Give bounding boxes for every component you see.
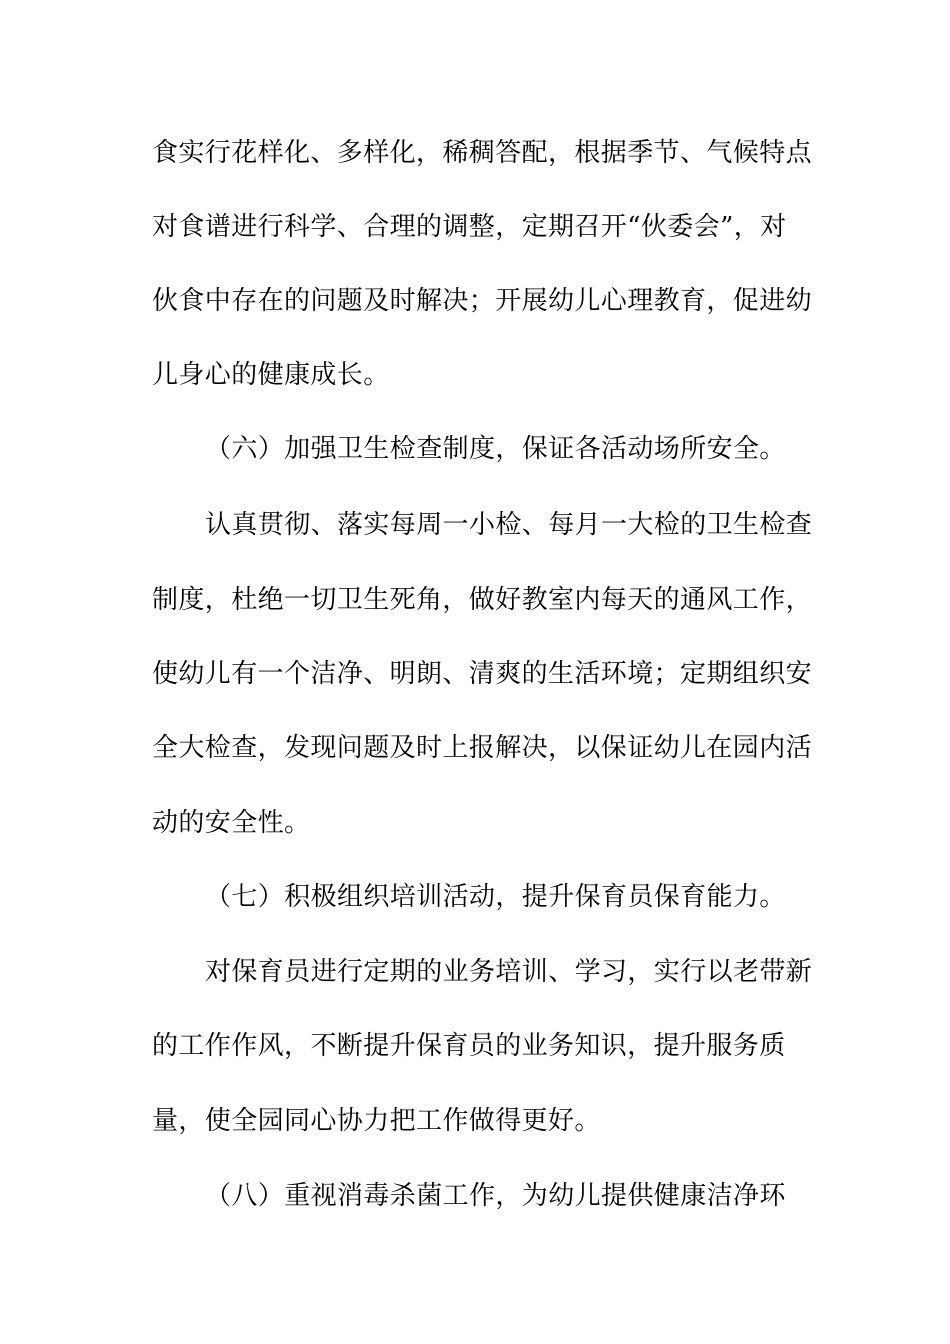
body-text-line: 儿身心的健康成长。 [152, 360, 390, 390]
body-text-line: 伙食中存在的问题及时解决；开展幼儿心理教育，促进幼 [152, 286, 813, 316]
section-heading: （八）重视消毒杀菌工作，为幼儿提供健康洁净环 [205, 1181, 786, 1211]
body-text-line: 认真贯彻、落实每周一小检、每月一大检的卫生检查 [205, 510, 813, 540]
body-text-line: 对食谱进行科学、合理的调整，定期召开“伙委会”，对 [152, 212, 787, 242]
body-text-line: 使幼儿有一个洁净、明朗、清爽的生活环境；定期组织安 [152, 659, 813, 689]
body-text-line: 对保育员进行定期的业务培训、学习，实行以老带新 [205, 957, 813, 987]
body-text-line: 动的安全性。 [152, 808, 311, 838]
body-text-line: 的工作作风，不断提升保育员的业务知识，提升服务质 [152, 1031, 786, 1061]
section-heading: （七）积极组织培训活动，提升保育员保育能力。 [205, 882, 786, 912]
body-text-line: 制度，杜绝一切卫生死角，做好教室内每天的通风工作， [152, 585, 813, 615]
body-text-line: 量，使全园同心协力把工作做得更好。 [152, 1106, 601, 1136]
body-text-line: 全大检查，发现问题及时上报解决，以保证幼儿在园内活 [152, 733, 813, 763]
body-text-line: 食实行花样化、多样化，稀稠答配，根据季节、气候特点 [152, 138, 813, 168]
section-heading: （六）加强卫生检查制度，保证各活动场所安全。 [205, 434, 786, 464]
